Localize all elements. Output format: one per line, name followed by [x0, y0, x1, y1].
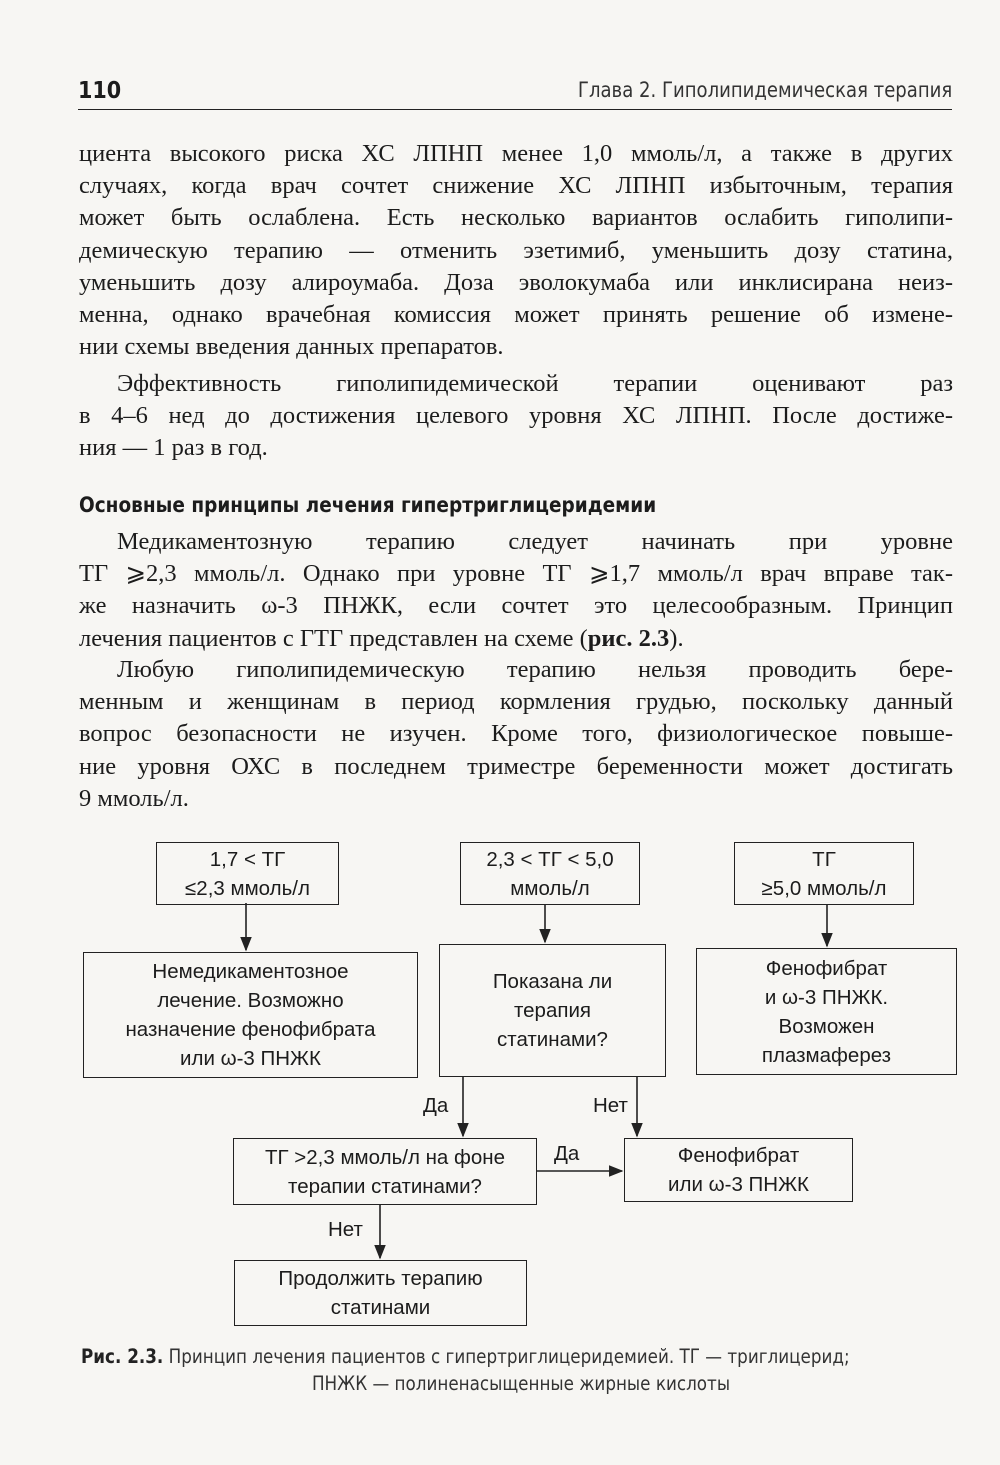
box-nonmedical [83, 952, 418, 1078]
box-text: или ω-3 ПНЖК [180, 1047, 321, 1070]
section-heading: Основные принципы лечения гипертриглицеридемии [79, 493, 657, 518]
text-line: же назначить ω-3 ПНЖК, если сочтет это целесообразным. Принцип [79, 592, 953, 620]
label-no: Нет [328, 1218, 363, 1241]
box-text: Показана ли [492, 970, 613, 993]
text-line: нии схемы введения данных препаратов. [79, 333, 504, 361]
text-line: ТГ ⩾2,3 ммоль/л. Однако при уровне ТГ ⩾1,7 ммоль/л врач вправе так- [79, 560, 953, 588]
text-line: менным и женщинам в период кормления грудью, поскольку данный [79, 688, 953, 716]
box-text: и ω-3 ПНЖК. [764, 985, 889, 1009]
box-text: или ω-3 ПНЖК [668, 1173, 809, 1196]
caption-line [81, 1343, 850, 1370]
label-yes: Да [423, 1094, 449, 1117]
box-text: ТГ >2,3 ммоль/л на фоне [264, 1145, 506, 1169]
text-line: случаях, когда врач сочтет снижение ХС ЛПНП избыточным, терапия [79, 172, 953, 200]
box-text: терапия [513, 999, 591, 1022]
box-text: ммоль/л [510, 876, 590, 900]
text-line: ния — 1 раз в год. [79, 434, 268, 462]
box-tg-low [156, 842, 339, 905]
label-no: Нет [593, 1094, 628, 1117]
text-line: менна, однако врачебная комиссия может принять решение об измене- [79, 301, 953, 329]
text-span: ). [669, 624, 684, 652]
box-fenofibrate-plasmapheresis [696, 948, 957, 1075]
caption-text: Принцип лечения пациентов с гипертриглицеридемией. ТГ — триглицерид; [163, 1345, 850, 1368]
box-text: 1,7 < ТГ [209, 847, 286, 871]
figure-caption [81, 1343, 961, 1397]
text-line: уменьшить дозу алироумаба. Доза эволокумаба или инклисирана неиз- [79, 268, 953, 296]
chapter-title: Глава 2. Гиполипидемическая терапия [577, 78, 952, 102]
box-text: 2,3 < ТГ < 5,0 [486, 847, 614, 871]
text-line: Любую гиполипидемическую терапию нельзя проводить бере- [117, 656, 953, 683]
box-text: терапии статинами? [288, 1174, 482, 1198]
label-yes: Да [554, 1142, 580, 1165]
box-text: Фенофибрат [677, 1144, 800, 1167]
text-line: в 4–6 нед до достижения целевого уровня ХС ЛПНП. После достиже- [79, 402, 953, 430]
box-tg-high [734, 842, 914, 905]
box-text: Продолжить терапию [278, 1267, 483, 1290]
box-text: статинами [330, 1296, 431, 1319]
text-line: может быть ослаблена. Есть несколько вариантов ослабить гиполипи- [79, 204, 953, 232]
text-line: Эффективность гиполипидемической терапии оценивают раз [117, 370, 953, 397]
text-line: вопрос безопасности не изучен. Кроме того, физиологическое повыше- [79, 720, 953, 748]
box-text: Возможен [778, 1014, 875, 1038]
box-text: ≥5,0 ммоль/л [761, 876, 887, 900]
text-span: лечения пациентов с ГТГ представлен на схеме ( [79, 624, 588, 652]
caption-line: ПНЖК — полиненасыщенные жирные кислоты [311, 1372, 731, 1395]
box-tg-on-statins [233, 1138, 537, 1205]
text-line: циента высокого риска ХС ЛПНП менее 1,0 ммоль/л, а также в других [79, 140, 953, 167]
figure-reference[interactable]: рис. 2.3 [587, 624, 670, 652]
box-statins-question [439, 944, 666, 1077]
box-text: Фенофибрат [765, 956, 888, 980]
text-line: Медикаментозную терапию следует начинать при уровне [117, 528, 953, 555]
box-text: назначение фенофибрата [125, 1018, 376, 1041]
page-number: 110 [78, 78, 122, 104]
box-text: статинами? [497, 1028, 608, 1051]
text-line: ние уровня ОХС в последнем триместре беременности может достигать [79, 752, 953, 780]
box-tg-mid [460, 842, 640, 905]
text-line: демическую терапию — отменить эзетимиб, уменьшить дозу статина, [79, 236, 953, 264]
text-line: 9 ммоль/л. [79, 784, 189, 812]
box-text: лечение. Возможно [157, 989, 344, 1012]
figure-label: Рис. 2.3. [81, 1345, 164, 1368]
box-text: ТГ [812, 847, 836, 871]
box-text: плазмаферез [761, 1043, 892, 1067]
box-text: Немедикаментозное [152, 960, 349, 983]
box-continue-statins [234, 1260, 527, 1326]
box-text: ≤2,3 ммоль/л [185, 876, 310, 900]
box-fenofibrate-or-omega3 [624, 1138, 853, 1202]
